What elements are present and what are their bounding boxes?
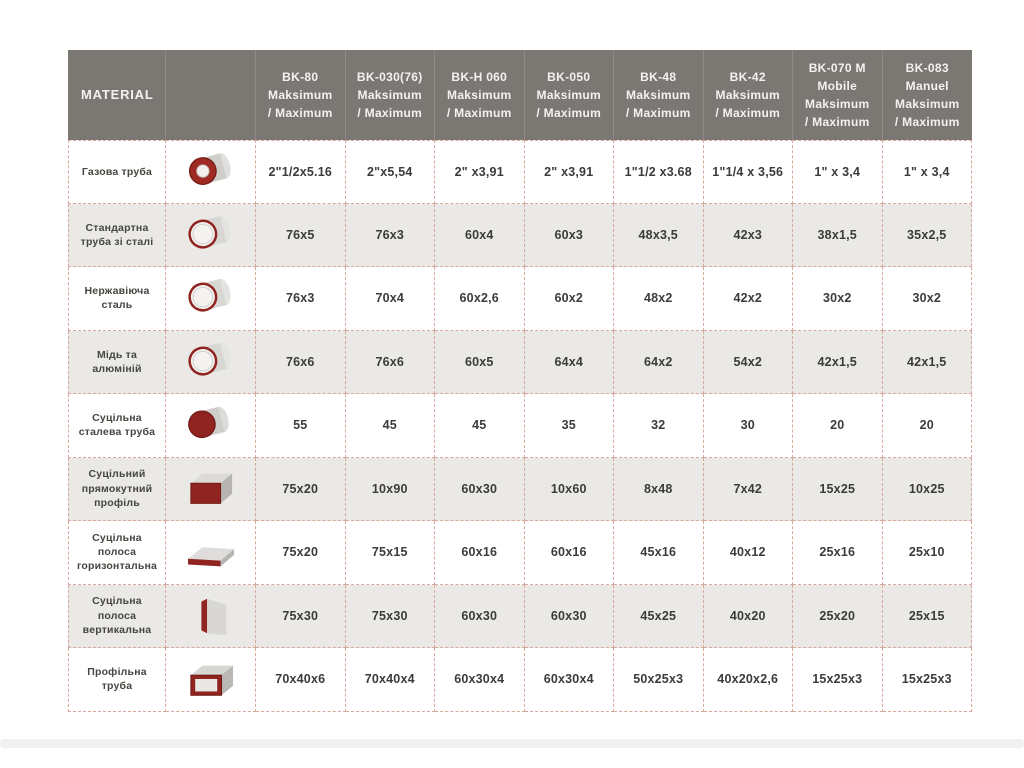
capacity-value-cell: 50x25x3 <box>614 648 704 712</box>
material-icon-cell <box>166 140 256 204</box>
capacity-value-cell: 40x20x2,6 <box>704 648 794 712</box>
steel-pipe-icon <box>182 212 240 258</box>
model-header-line: BK-070 M <box>808 61 866 75</box>
material-header-cell: MATERIAL <box>68 50 166 140</box>
capacity-value-cell: 10x25 <box>883 458 973 522</box>
model-header-line: Mobile <box>817 79 858 93</box>
capacity-value-cell: 35x2,5 <box>883 204 973 268</box>
material-icon-cell <box>166 458 256 522</box>
capacity-value-cell: 75x15 <box>346 521 436 585</box>
capacity-value-cell: 25x16 <box>793 521 883 585</box>
capacity-value-cell: 30x2 <box>793 267 883 331</box>
page-bottom-strip <box>0 739 1024 748</box>
model-header-line: Maksimum <box>715 88 780 102</box>
model-header-line: / Maximum <box>715 106 781 120</box>
model-header-line: Maksimum <box>268 88 333 102</box>
capacity-value-cell: 42x2 <box>704 267 794 331</box>
model-header-line: / Maximum <box>357 106 423 120</box>
model-header-line: / Maximum <box>267 106 333 120</box>
model-header-bk-48 <box>614 50 704 140</box>
capacity-value-cell: 15x25x3 <box>793 648 883 712</box>
capacity-value-cell: 20 <box>793 394 883 458</box>
flat-bar-vertical-icon <box>182 593 240 639</box>
model-header-bk-070-m <box>793 50 883 140</box>
capacity-value-cell: 70x40x6 <box>256 648 346 712</box>
capacity-value-cell: 25x10 <box>883 521 973 585</box>
profile-tube-icon <box>182 656 240 702</box>
model-header-line: / Maximum <box>894 115 960 129</box>
capacity-value-cell: 40x12 <box>704 521 794 585</box>
capacity-value-cell: 76x5 <box>256 204 346 268</box>
capacity-value-cell: 45x16 <box>614 521 704 585</box>
capacity-value-cell: 54x2 <box>704 331 794 395</box>
material-icon-cell <box>166 267 256 331</box>
model-header-line: / Maximum <box>536 106 602 120</box>
capacity-value-cell: 10x60 <box>525 458 615 522</box>
model-header-line: Maksimum <box>357 88 422 102</box>
capacity-value-cell: 1" x 3,4 <box>793 140 883 204</box>
solid-rect-bar-icon <box>182 466 240 512</box>
capacity-value-cell: 60x3 <box>525 204 615 268</box>
stainless-pipe-icon <box>182 275 240 321</box>
material-cell: Суцільна сталева труба <box>68 394 166 458</box>
capacity-value-cell: 2"1/2x5.16 <box>256 140 346 204</box>
material-cell: Газова труба <box>68 140 166 204</box>
capacity-value-cell: 2" x3,91 <box>525 140 615 204</box>
model-header-bk-h-060 <box>435 50 525 140</box>
model-header-line: BK-42 <box>729 70 766 84</box>
model-header-bk-42 <box>704 50 794 140</box>
material-cell: Профільна труба <box>68 648 166 712</box>
capacity-value-cell: 70x4 <box>346 267 436 331</box>
model-header-line: BK-083 <box>905 61 949 75</box>
material-cell: Суцільна полоса вертикальна <box>68 585 166 649</box>
capacity-value-cell: 25x15 <box>883 585 973 649</box>
capacity-value-cell: 48x3,5 <box>614 204 704 268</box>
capacity-value-cell: 35 <box>525 394 615 458</box>
capacity-value-cell: 10x90 <box>346 458 436 522</box>
capacity-value-cell: 60x30x4 <box>435 648 525 712</box>
copper-pipe-icon <box>182 339 240 385</box>
capacity-value-cell: 60x2,6 <box>435 267 525 331</box>
capacity-value-cell: 60x4 <box>435 204 525 268</box>
gas-pipe-icon <box>182 149 240 195</box>
material-cell: Суцільний прямокутний профіль <box>68 458 166 522</box>
material-cell: Нержавіюча сталь <box>68 267 166 331</box>
model-header-line: Maksimum <box>447 88 512 102</box>
model-header-line: Maksimum <box>536 88 601 102</box>
capacity-value-cell: 48x2 <box>614 267 704 331</box>
capacity-value-cell: 1"1/2 x3.68 <box>614 140 704 204</box>
capacity-value-cell: 75x30 <box>346 585 436 649</box>
capacity-value-cell: 76x6 <box>256 331 346 395</box>
capacity-value-cell: 75x30 <box>256 585 346 649</box>
model-header-line: Maksimum <box>895 97 960 111</box>
capacity-value-cell: 25x20 <box>793 585 883 649</box>
model-header-line: / Maximum <box>446 106 512 120</box>
capacity-value-cell: 1" x 3,4 <box>883 140 973 204</box>
capacity-value-cell: 30 <box>704 394 794 458</box>
capacity-value-cell: 32 <box>614 394 704 458</box>
model-header-line: / Maximum <box>625 106 691 120</box>
capacity-value-cell: 60x16 <box>435 521 525 585</box>
model-header-line: Maksimum <box>805 97 870 111</box>
material-icon-cell <box>166 648 256 712</box>
material-cell: Стандартна труба зі сталі <box>68 204 166 268</box>
capacity-value-cell: 60x2 <box>525 267 615 331</box>
capacity-value-cell: 20 <box>883 394 973 458</box>
icon-column-header-cell <box>166 50 256 140</box>
capacity-value-cell: 60x30 <box>435 458 525 522</box>
model-header-bk-80 <box>256 50 346 140</box>
flat-bar-horizontal-icon <box>182 529 240 575</box>
material-icon-cell <box>166 331 256 395</box>
model-header-line: BK-050 <box>547 70 591 84</box>
capacity-table <box>68 50 972 712</box>
solid-round-bar-icon <box>182 402 240 448</box>
model-header-line: Manuel <box>905 79 949 93</box>
capacity-value-cell: 8x48 <box>614 458 704 522</box>
capacity-value-cell: 7x42 <box>704 458 794 522</box>
material-icon-cell <box>166 521 256 585</box>
capacity-value-cell: 45 <box>435 394 525 458</box>
model-header-line: Maksimum <box>626 88 691 102</box>
model-header-bk-083 <box>883 50 973 140</box>
capacity-value-cell: 45x25 <box>614 585 704 649</box>
cutting-capacity-table-wrap <box>68 50 972 712</box>
capacity-value-cell: 75x20 <box>256 458 346 522</box>
capacity-value-cell: 64x2 <box>614 331 704 395</box>
capacity-value-cell: 60x30 <box>435 585 525 649</box>
capacity-value-cell: 1"1/4 x 3,56 <box>704 140 794 204</box>
capacity-value-cell: 15x25x3 <box>883 648 973 712</box>
model-header-bk-030-76 <box>346 50 436 140</box>
capacity-value-cell: 42x3 <box>704 204 794 268</box>
capacity-value-cell: 60x30x4 <box>525 648 615 712</box>
capacity-value-cell: 42x1,5 <box>793 331 883 395</box>
material-cell: Суцільна полоса горизонтальна <box>68 521 166 585</box>
capacity-value-cell: 38x1,5 <box>793 204 883 268</box>
material-cell: Мідь та алюміній <box>68 331 166 395</box>
model-header-bk-050 <box>525 50 615 140</box>
model-header-line: BK-80 <box>282 70 319 84</box>
model-header-line: BK-H 060 <box>451 70 508 84</box>
material-icon-cell <box>166 585 256 649</box>
capacity-value-cell: 70x40x4 <box>346 648 436 712</box>
capacity-value-cell: 76x3 <box>346 204 436 268</box>
capacity-value-cell: 60x5 <box>435 331 525 395</box>
capacity-value-cell: 76x3 <box>256 267 346 331</box>
capacity-value-cell: 42x1,5 <box>883 331 973 395</box>
capacity-value-cell: 60x16 <box>525 521 615 585</box>
capacity-value-cell: 55 <box>256 394 346 458</box>
capacity-value-cell: 30x2 <box>883 267 973 331</box>
capacity-value-cell: 2" x3,91 <box>435 140 525 204</box>
capacity-value-cell: 40x20 <box>704 585 794 649</box>
material-icon-cell <box>166 394 256 458</box>
model-header-line: / Maximum <box>804 115 870 129</box>
capacity-value-cell: 64x4 <box>525 331 615 395</box>
capacity-value-cell: 45 <box>346 394 436 458</box>
capacity-value-cell: 75x20 <box>256 521 346 585</box>
model-header-line: BK-48 <box>640 70 677 84</box>
model-header-line: BK-030(76) <box>356 70 423 84</box>
capacity-value-cell: 15x25 <box>793 458 883 522</box>
capacity-value-cell: 60x30 <box>525 585 615 649</box>
capacity-value-cell: 2"x5,54 <box>346 140 436 204</box>
material-icon-cell <box>166 204 256 268</box>
capacity-value-cell: 76x6 <box>346 331 436 395</box>
